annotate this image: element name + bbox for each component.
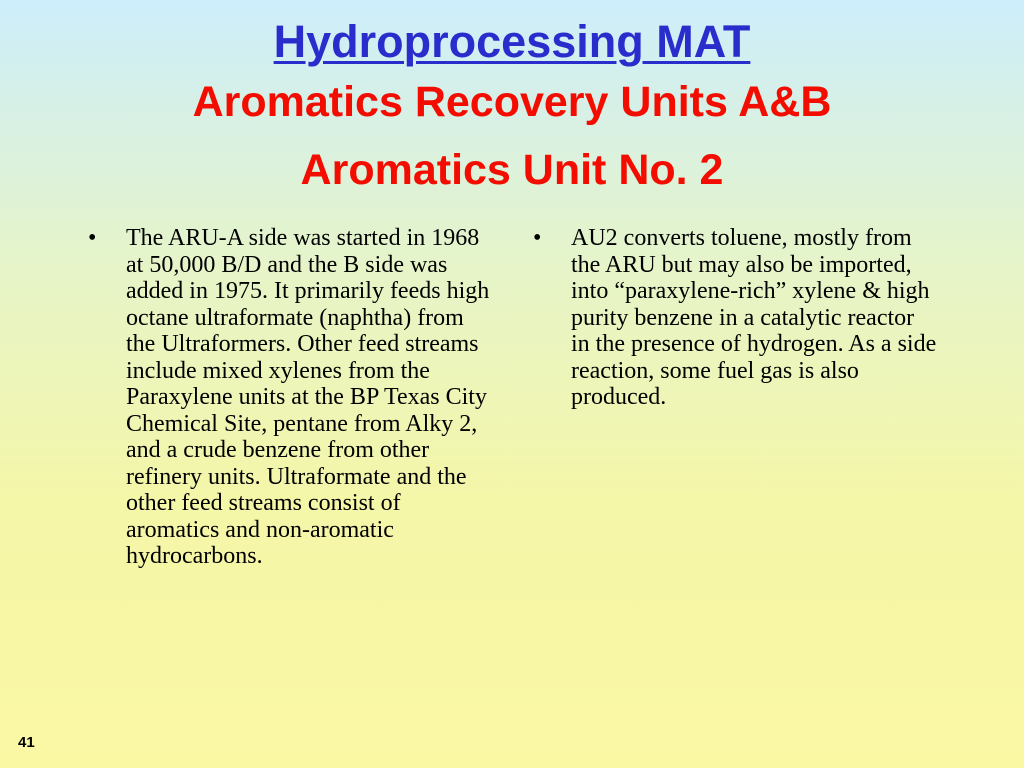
- right-column: [533, 225, 938, 411]
- bullet-text-au2: AU2 converts toluene, mostly from the ARU but may also be imported, into “paraxylene-rich” xylene & high purity benzene in a catalytic reactor in the presence of hydrogen. As a side reaction, some fuel gas is also produced.: [571, 225, 937, 410]
- page-number: 41: [18, 734, 35, 751]
- slide-title: Hydroprocessing MAT: [273, 16, 751, 67]
- bullet-text-aru: The ARU-A side was started in 1968 at 50,000 B/D and the B side was added in 1975. It primarily feeds high octane ultraformate (naphtha) from the Ultraformers. Other feed streams include mixed xylenes from the Paraxylene units at the BP Texas City Chemical Site, pentane from Alky 2, and a crude benzene from other refinery units. Ultraformate and the other feed streams consist of aromatics and non-aromatic hydrocarbons.: [126, 225, 490, 569]
- bullet-item-aru: [88, 225, 493, 570]
- left-column: [88, 225, 493, 570]
- bullet-icon: •: [88, 225, 97, 251]
- bullet-item-au2: [533, 225, 938, 411]
- slide-subtitle-aru: Aromatics Recovery Units A&B: [192, 78, 832, 126]
- bullet-icon: •: [533, 225, 542, 251]
- slide-subtitle-au2: Aromatics Unit No. 2: [300, 146, 724, 194]
